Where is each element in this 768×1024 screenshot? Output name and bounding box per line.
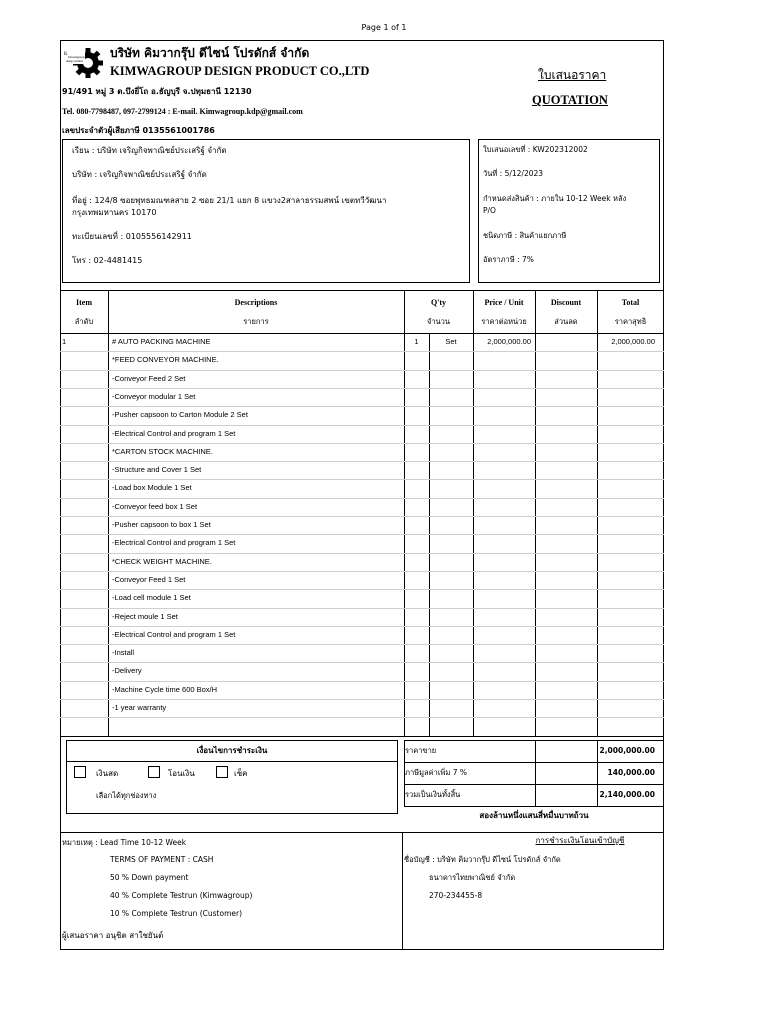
vat-value: 140,000.00 xyxy=(607,768,655,777)
bank-title: การชำระเงินโอนเข้าบัญชี xyxy=(535,836,625,845)
cell-item: 1 xyxy=(62,337,67,346)
company-name-en: KIMWAGROUP DESIGN PRODUCT CO.,LTD xyxy=(110,64,370,78)
bank-account-name: ชื่อบัญชี : บริษัท คิมวากรุ๊ป ดีไซน์ โปรดักส์ จำกัด xyxy=(404,855,561,864)
amount-in-words: สองล้านหนึ่งแสนสี่หมื่นบาทถ้วน xyxy=(479,811,589,820)
remark-testrun-customer: 10 % Complete Testrun (Customer) xyxy=(110,909,242,918)
cell-desc: -Conveyor modular 1 Set xyxy=(112,391,196,401)
remark-down-payment: 50 % Down payment xyxy=(110,873,189,882)
svg-text:K: K xyxy=(64,52,68,57)
cell-desc: -Electrical Control and program 1 Set xyxy=(112,428,236,438)
remark-testrun-kimwa: 40 % Complete Testrun (Kimwagroup) xyxy=(110,891,253,900)
payment-transfer-label: โอนเงิน xyxy=(168,769,195,778)
quote-tax-type: ชนิดภาษี : สินค้าแยกภาษี xyxy=(483,231,567,240)
checkbox-transfer-icon[interactable] xyxy=(148,766,160,778)
doc-title-en: QUOTATION xyxy=(532,93,608,107)
cell-desc: -Pusher capsoon to box 1 Set xyxy=(112,520,211,529)
cell-desc: -Conveyor Feed 2 Set xyxy=(112,373,186,383)
cell-desc: *CARTON STOCK MACHINE. xyxy=(112,446,213,456)
cell-desc: -Electrical Control and program 1 Set xyxy=(112,538,236,548)
checkbox-cheque-icon[interactable] xyxy=(216,766,228,778)
customer-company: บริษัท : เจริญกิจพาณิชย์ประเสริฐ์ จำกัด xyxy=(72,170,207,179)
quote-tax-rate: อัตราภาษี : 7% xyxy=(483,255,534,264)
grand-total-value: 2,140,000.00 xyxy=(599,790,655,799)
cell-desc: -Reject moule 1 Set xyxy=(112,611,178,621)
header-price: Price / Unit xyxy=(484,298,524,307)
bank-account-no: 270-234455-8 xyxy=(429,891,483,900)
payment-terms-title: เงื่อนไขการชำระเงิน xyxy=(196,746,268,755)
cell-desc: -Structure and Cover 1 Set xyxy=(112,465,202,475)
header-item-th: ลำดับ xyxy=(74,317,94,326)
quote-date: วันที่ : 5/12/2023 xyxy=(483,169,544,178)
subtotal-value: 2,000,000.00 xyxy=(599,746,655,755)
cell-desc: -Machine Cycle time 600 Box/H xyxy=(112,684,218,694)
svg-text:Kimwagroup: Kimwagroup xyxy=(68,55,85,59)
cell-desc: -Conveyor Feed 1 Set xyxy=(112,574,186,584)
customer-attn: เรียน : บริษัท เจริญกิจพาณิชย์ประเสริฐ์ จำกัด xyxy=(72,146,227,155)
company-contact: Tel. 080-7798487, 097-2799124 : E-mail. Kimwagroup.kdp@gmail.com xyxy=(62,107,303,116)
customer-address-1: ที่อยู่ : 124/8 ซอยพุทธมณฑลสาย 2 ซอย 21/1 แยก 8 แขวง2สาลาธรรมสพน์ เขตทวีวัฒนา xyxy=(72,196,387,205)
payment-cash-label: เงินสด xyxy=(96,769,119,778)
company-address: 91/491 หมู่ 3 ต.บึงยี่โถ อ.ธัญบุรี จ.ปทุมธานี 12130 xyxy=(62,87,252,96)
customer-phone: โทร : 02-4481415 xyxy=(72,256,143,265)
customer-reg-no: ทะเบียนเลขที่ : 0105556142911 xyxy=(72,232,192,241)
remark-terms: TERMS OF PAYMENT : CASH xyxy=(110,855,214,864)
cell-desc: *CHECK WEIGHT MACHINE. xyxy=(112,556,212,566)
header-discount: Discount xyxy=(550,298,582,307)
company-tax-id: เลขประจำตัวผู้เสียภาษี 0135561001786 xyxy=(62,126,215,135)
cell-desc: -Conveyor feed box 1 Set xyxy=(112,501,198,511)
cell-desc: -Delivery xyxy=(112,666,142,676)
grand-total-label: รวมเป็นเงินทั้งสิ้น xyxy=(405,790,461,799)
header-item: Item xyxy=(76,298,92,307)
cell-desc: -Pusher capsoon to Carton Module 2 Set xyxy=(112,410,248,420)
cell-total: 2,000,000.00 xyxy=(611,337,655,346)
svg-text:design product: design product xyxy=(66,60,84,63)
header-total-th: ราคาสุทธิ xyxy=(614,317,647,326)
quote-delivery-2: P/O xyxy=(483,206,496,215)
company-name-th: บริษัท คิมวากรุ๊ป ดีไซน์ โปรดักส์ จำกัด xyxy=(110,46,310,60)
cell-unit: Set xyxy=(445,337,457,346)
doc-title-th: ใบเสนอราคา xyxy=(538,68,607,82)
header-desc: Descriptions xyxy=(234,298,278,307)
payment-note: เลือกได้ทุกช่องทาง xyxy=(96,791,157,800)
page-label: Page 1 of 1 xyxy=(361,23,407,32)
cell-desc: -Load cell module 1 Set xyxy=(112,593,191,603)
cell-desc: *FEED CONVEYOR MACHINE. xyxy=(112,355,219,365)
quote-number: ใบเสนอเลขที่ : KW202312002 xyxy=(483,145,588,154)
remark-lead-time: หมายเหตุ : Lead Time 10-12 Week xyxy=(62,838,187,847)
bank-name: ธนาคารไทยพาณิชย์ จำกัด xyxy=(429,873,516,882)
vat-label: ภาษีมูลค่าเพิ่ม 7 % xyxy=(405,768,467,777)
header-price-th: ราคาต่อหน่วย xyxy=(481,317,527,326)
quoter-signature: ผู้เสนอราคา อนุชิต สาใชยันต์ xyxy=(62,931,164,940)
checkbox-cash-icon[interactable] xyxy=(74,766,86,778)
cell-desc: -Load box Module 1 Set xyxy=(112,483,192,493)
header-qty: Q'ty xyxy=(430,298,447,307)
cell-desc: -Electrical Control and program 1 Set xyxy=(112,629,236,639)
gear-logo-icon xyxy=(62,44,104,80)
payment-cheque-label: เช็ค xyxy=(234,769,248,778)
cell-desc: # AUTO PACKING MACHINE xyxy=(112,337,211,346)
cell-price: 2,000,000.00 xyxy=(487,337,531,346)
cell-qty: 1 xyxy=(414,337,419,346)
cell-desc: -Install xyxy=(112,648,135,658)
header-desc-th: รายการ xyxy=(243,317,269,326)
header-total: Total xyxy=(621,298,640,307)
header-qty-th: จำนวน xyxy=(426,317,451,326)
quote-delivery-1: กำหนดส่งสินค้า : ภายใน 10-12 Week หลัง xyxy=(483,194,627,203)
subtotal-label: ราคาขาย xyxy=(405,746,437,755)
header-discount-th: ส่วนลด xyxy=(554,317,578,326)
customer-address-2: กรุงเทพมหานคร 10170 xyxy=(72,208,157,217)
cell-desc: -1 year warranty xyxy=(112,703,167,712)
